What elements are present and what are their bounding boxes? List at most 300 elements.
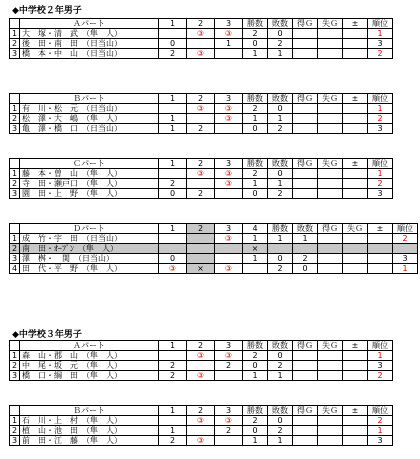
part-table <box>9 223 418 274</box>
games-for <box>318 254 343 264</box>
match-score: ③ <box>187 29 215 39</box>
diagonal-cell <box>159 234 187 244</box>
diagonal-cell <box>187 244 215 254</box>
column-number: 2 <box>187 406 215 416</box>
column-header: 順位 <box>368 406 393 416</box>
games-against <box>318 351 343 361</box>
table-row <box>10 244 418 254</box>
column-header: 勝数 <box>243 19 268 29</box>
match-score <box>187 254 215 264</box>
table-row <box>10 29 393 39</box>
match-score: 0 <box>159 254 187 264</box>
diagonal-cell <box>187 361 215 371</box>
table-row <box>10 416 393 426</box>
column-number: 1 <box>159 94 187 104</box>
losses: 0 <box>268 29 293 39</box>
column-header: 敗数 <box>268 19 293 29</box>
wins: 2 <box>268 264 293 274</box>
games-for <box>293 49 318 59</box>
wins: 1 <box>243 436 268 446</box>
game-diff <box>343 39 368 49</box>
rank: 3 <box>368 436 393 446</box>
match-score: ③ <box>215 29 243 39</box>
column-header: 得Ｇ <box>293 406 318 416</box>
losses: 0 <box>268 169 293 179</box>
games-for <box>293 436 318 446</box>
table-header-row <box>10 224 418 234</box>
column-header: 順位 <box>368 341 393 351</box>
game-diff <box>343 114 368 124</box>
match-score: ③ <box>159 264 187 274</box>
column-header: 順位 <box>368 19 393 29</box>
wins: 0 <box>243 39 268 49</box>
part-table <box>9 405 393 446</box>
match-score: ③ <box>187 49 215 59</box>
match-score: 1 <box>215 39 243 49</box>
match-score: ③ <box>187 351 215 361</box>
game-diff <box>343 416 368 426</box>
table-header-row <box>10 341 393 351</box>
rank: 1 <box>368 169 393 179</box>
table-row <box>10 39 393 49</box>
player-pair: 亀 澤・橋 口 （日当山） <box>20 124 159 134</box>
games-for <box>318 234 343 244</box>
diagonal-cell <box>159 29 187 39</box>
game-diff <box>368 244 393 254</box>
game-diff <box>343 29 368 39</box>
wins: 1 <box>243 114 268 124</box>
player-pair: 大 塚・清 武 （隼 人） <box>20 29 159 39</box>
column-number: 1 <box>159 341 187 351</box>
column-header: 勝数 <box>243 406 268 416</box>
column-header: 勝数 <box>243 94 268 104</box>
player-pair: 植 山・池 田 （隼 人） <box>20 426 159 436</box>
match-score <box>187 234 215 244</box>
games-for <box>293 39 318 49</box>
part-name: Ｃパート <box>20 159 159 169</box>
games-for <box>293 361 318 371</box>
losses: 2 <box>268 361 293 371</box>
column-header: 失Ｇ <box>318 19 343 29</box>
part-name: Ｂパート <box>20 406 159 416</box>
game-diff <box>343 351 368 361</box>
section-title-grade2: ◆中学校２年男子 <box>12 6 82 16</box>
player-pair: 藤 本・曽 山 （隼 人） <box>20 169 159 179</box>
column-number: 2 <box>187 224 215 234</box>
game-diff <box>343 49 368 59</box>
rank: 1 <box>368 29 393 39</box>
table-header-row <box>10 406 393 416</box>
diagonal-cell <box>215 254 243 264</box>
games-for <box>293 426 318 436</box>
match-score: 2 <box>159 436 187 446</box>
part-table <box>9 158 393 199</box>
diagonal-cell <box>215 49 243 59</box>
game-diff <box>343 436 368 446</box>
match-score: 2 <box>159 361 187 371</box>
wins: 2 <box>243 169 268 179</box>
diagonal-cell <box>215 189 243 199</box>
match-score: 2 <box>215 361 243 371</box>
diagonal-cell <box>159 169 187 179</box>
losses: 2 <box>268 39 293 49</box>
column-number: 3 <box>215 94 243 104</box>
game-diff <box>368 234 393 244</box>
games-against <box>343 244 368 254</box>
column-header: ± <box>343 159 368 169</box>
column-header: 順位 <box>368 159 393 169</box>
row-number: 2 <box>10 244 20 254</box>
match-score: 0 <box>159 189 187 199</box>
part-table <box>9 340 393 381</box>
games-against <box>318 179 343 189</box>
games-for <box>293 179 318 189</box>
player-pair: 松 澤・大 嶋 （隼 人） <box>20 114 159 124</box>
losses: 0 <box>268 351 293 361</box>
part-name: Ｄパート <box>20 224 159 234</box>
match-score <box>159 244 187 254</box>
corner-cell <box>10 341 20 351</box>
rank: 2 <box>368 371 393 381</box>
table-row <box>10 426 393 436</box>
games-against <box>318 124 343 134</box>
row-number: 1 <box>10 416 20 426</box>
games-for <box>293 114 318 124</box>
table-header-row <box>10 159 393 169</box>
diagonal-cell <box>187 114 215 124</box>
column-number: 4 <box>243 224 268 234</box>
losses: 2 <box>268 189 293 199</box>
table-row <box>10 361 393 371</box>
table-row <box>10 169 393 179</box>
losses: 1 <box>268 114 293 124</box>
wins: 2 <box>243 416 268 426</box>
match-score: ③ <box>187 104 215 114</box>
wins <box>268 244 293 254</box>
row-number: 3 <box>10 436 20 446</box>
game-diff <box>343 104 368 114</box>
column-header: 得Ｇ <box>293 19 318 29</box>
rank: 1 <box>393 264 418 274</box>
games-against <box>318 39 343 49</box>
table-row <box>10 124 393 134</box>
player-pair: 前 田・江 藤 （隼 人） <box>20 436 159 446</box>
diagonal-cell <box>215 436 243 446</box>
wins: 0 <box>268 254 293 264</box>
game-diff <box>343 371 368 381</box>
game-diff <box>343 189 368 199</box>
rank: 3 <box>368 361 393 371</box>
column-number: 3 <box>215 159 243 169</box>
diagonal-cell <box>243 264 268 274</box>
part-name: Ｂパート <box>20 94 159 104</box>
table-row <box>10 264 418 274</box>
games-for <box>293 351 318 361</box>
column-header: 失Ｇ <box>343 224 368 234</box>
column-header: ± <box>343 19 368 29</box>
rank: 3 <box>368 124 393 134</box>
match-score: × <box>243 244 268 254</box>
rank: 3 <box>368 189 393 199</box>
player-pair: 後 田・南 田 （日当山） <box>20 39 159 49</box>
rank: 1 <box>368 351 393 361</box>
rank: 1 <box>368 104 393 114</box>
column-number: 1 <box>159 159 187 169</box>
match-score: 1 <box>243 234 268 244</box>
row-number: 2 <box>10 179 20 189</box>
diagonal-cell <box>187 39 215 49</box>
rank: 2 <box>368 114 393 124</box>
match-score: ③ <box>187 371 215 381</box>
match-score: 2 <box>159 371 187 381</box>
column-number: 3 <box>215 406 243 416</box>
games-for <box>293 169 318 179</box>
games-against <box>318 361 343 371</box>
match-score: ③ <box>215 351 243 361</box>
diagonal-cell <box>187 426 215 436</box>
column-header: 敗数 <box>268 406 293 416</box>
games-for <box>293 416 318 426</box>
diagonal-cell <box>159 351 187 361</box>
corner-cell <box>10 159 20 169</box>
diagonal-cell <box>215 371 243 381</box>
column-header: ± <box>343 406 368 416</box>
row-number: 1 <box>10 104 20 114</box>
row-number: 3 <box>10 124 20 134</box>
column-header: 失Ｇ <box>318 159 343 169</box>
games-against <box>318 189 343 199</box>
games-against <box>318 114 343 124</box>
wins: 2 <box>243 351 268 361</box>
column-header: 得Ｇ <box>293 341 318 351</box>
corner-cell <box>10 224 20 234</box>
column-header: 得Ｇ <box>318 224 343 234</box>
column-number: 3 <box>215 341 243 351</box>
row-number: 3 <box>10 371 20 381</box>
losses: 0 <box>268 104 293 114</box>
losses: 0 <box>293 264 318 274</box>
wins: 0 <box>243 189 268 199</box>
section-title-grade3: ◆中学校３年男子 <box>12 330 82 340</box>
match-score: 2 <box>187 124 215 134</box>
games-against <box>318 169 343 179</box>
column-header: 敗数 <box>293 224 318 234</box>
corner-cell <box>10 94 20 104</box>
player-pair: 寺 田・瀬戸口 （隼 人） <box>20 179 159 189</box>
rank: 2 <box>368 179 393 189</box>
match-score: 1 <box>159 114 187 124</box>
games-for <box>293 189 318 199</box>
table-row <box>10 351 393 361</box>
column-header: 失Ｇ <box>318 341 343 351</box>
diagonal-cell <box>215 124 243 134</box>
column-header: ± <box>343 341 368 351</box>
rank: 2 <box>368 416 393 426</box>
games-against <box>318 49 343 59</box>
column-header: 順位 <box>368 94 393 104</box>
games-against <box>318 426 343 436</box>
table-row <box>10 436 393 446</box>
table-row <box>10 234 418 244</box>
table-header-row <box>10 94 393 104</box>
player-pair: 園 田・上 野 （隼 人） <box>20 189 159 199</box>
player-pair: 成 竹・宇 田 （日当山） <box>20 234 159 244</box>
part-table <box>9 93 393 134</box>
match-score: 1 <box>159 124 187 134</box>
part-name: Ａパート <box>20 19 159 29</box>
games-for <box>293 29 318 39</box>
column-number: 3 <box>215 19 243 29</box>
match-score: × <box>187 264 215 274</box>
losses: 2 <box>293 254 318 264</box>
column-number: 1 <box>159 224 187 234</box>
match-score: 2 <box>187 189 215 199</box>
wins: 2 <box>243 29 268 39</box>
column-number: 1 <box>159 19 187 29</box>
games-for <box>318 264 343 274</box>
diagonal-cell <box>159 416 187 426</box>
row-number: 2 <box>10 39 20 49</box>
column-header: 敗数 <box>268 94 293 104</box>
games-against <box>318 436 343 446</box>
player-pair: 南 田・ｵｰﾌﾟﾝ （隼 人） <box>20 244 159 254</box>
match-score: ③ <box>187 169 215 179</box>
column-header: 敗数 <box>268 159 293 169</box>
losses: 1 <box>268 49 293 59</box>
column-header: 順位 <box>393 224 418 234</box>
column-number: 1 <box>159 406 187 416</box>
match-score: ③ <box>215 114 243 124</box>
player-pair: 森 山・郡 山 （隼 人） <box>20 351 159 361</box>
row-number: 2 <box>10 361 20 371</box>
match-score: 0 <box>159 39 187 49</box>
match-score: ③ <box>215 169 243 179</box>
games-for <box>318 244 343 254</box>
match-score: 1 <box>159 426 187 436</box>
games-against <box>318 371 343 381</box>
wins: 1 <box>268 234 293 244</box>
game-diff <box>343 124 368 134</box>
wins: 1 <box>243 371 268 381</box>
row-number: 3 <box>10 49 20 59</box>
wins: 1 <box>243 179 268 189</box>
column-number: 2 <box>187 159 215 169</box>
losses: 1 <box>268 371 293 381</box>
row-number: 1 <box>10 169 20 179</box>
player-pair: 澤 桝・ 関 （日当山） <box>20 254 159 264</box>
table-row <box>10 104 393 114</box>
wins: 1 <box>243 49 268 59</box>
row-number: 4 <box>10 264 20 274</box>
row-number: 2 <box>10 426 20 436</box>
table-row <box>10 189 393 199</box>
player-pair: 橋 口・綱 田 （隼 人） <box>20 371 159 381</box>
rank: 3 <box>368 39 393 49</box>
diagonal-cell <box>159 104 187 114</box>
row-number: 1 <box>10 234 20 244</box>
match-score: ③ <box>215 234 243 244</box>
games-against <box>343 234 368 244</box>
row-number: 3 <box>10 254 20 264</box>
part-table <box>9 18 393 59</box>
games-against <box>343 264 368 274</box>
diagonal-cell <box>187 179 215 189</box>
table-row <box>10 179 393 189</box>
table-header-row <box>10 19 393 29</box>
game-diff <box>368 264 393 274</box>
part-name: Ａパート <box>20 341 159 351</box>
wins: 0 <box>243 361 268 371</box>
column-number: 2 <box>187 341 215 351</box>
player-pair: 田 代・平 野 （隼 人） <box>20 264 159 274</box>
games-for <box>293 104 318 114</box>
games-against <box>318 104 343 114</box>
rank: 3 <box>393 254 418 264</box>
corner-cell <box>10 19 20 29</box>
wins: 0 <box>243 124 268 134</box>
row-number: 1 <box>10 351 20 361</box>
column-header: 勝数 <box>243 341 268 351</box>
games-against <box>343 254 368 264</box>
player-pair: 橋 本・中 山 （日当山） <box>20 49 159 59</box>
game-diff <box>343 426 368 436</box>
table-row <box>10 254 418 264</box>
column-header: 勝数 <box>243 159 268 169</box>
match-score: 2 <box>159 49 187 59</box>
losses: 1 <box>293 234 318 244</box>
player-pair: 有 川・松 元 （日当山） <box>20 104 159 114</box>
player-pair: 石 川・上 村 （隼 人） <box>20 416 159 426</box>
losses <box>293 244 318 254</box>
wins: 0 <box>243 426 268 436</box>
game-diff <box>368 254 393 264</box>
column-header: 勝数 <box>268 224 293 234</box>
match-score: 1 <box>243 254 268 264</box>
rank: 1 <box>368 426 393 436</box>
games-against <box>318 416 343 426</box>
match-score <box>215 244 243 254</box>
corner-cell <box>10 406 20 416</box>
player-pair: 中 尾・坂 元 （隼 人） <box>20 361 159 371</box>
table-row <box>10 371 393 381</box>
column-header: ± <box>343 94 368 104</box>
column-number: 2 <box>187 19 215 29</box>
table-row <box>10 49 393 59</box>
match-score: 2 <box>159 179 187 189</box>
column-header: 得Ｇ <box>293 159 318 169</box>
game-diff <box>343 179 368 189</box>
rank: 2 <box>368 49 393 59</box>
games-for <box>293 124 318 134</box>
losses: 2 <box>268 426 293 436</box>
column-header: 敗数 <box>268 341 293 351</box>
match-score: ③ <box>215 264 243 274</box>
column-header: ± <box>368 224 393 234</box>
match-score: ③ <box>215 104 243 114</box>
losses: 1 <box>268 179 293 189</box>
match-score: ③ <box>215 179 243 189</box>
game-diff <box>343 169 368 179</box>
rank <box>393 244 418 254</box>
row-number: 2 <box>10 114 20 124</box>
column-number: 2 <box>187 94 215 104</box>
games-for <box>293 371 318 381</box>
match-score: 2 <box>215 426 243 436</box>
losses: 0 <box>268 416 293 426</box>
wins: 2 <box>243 104 268 114</box>
match-score: ③ <box>215 416 243 426</box>
row-number: 3 <box>10 189 20 199</box>
